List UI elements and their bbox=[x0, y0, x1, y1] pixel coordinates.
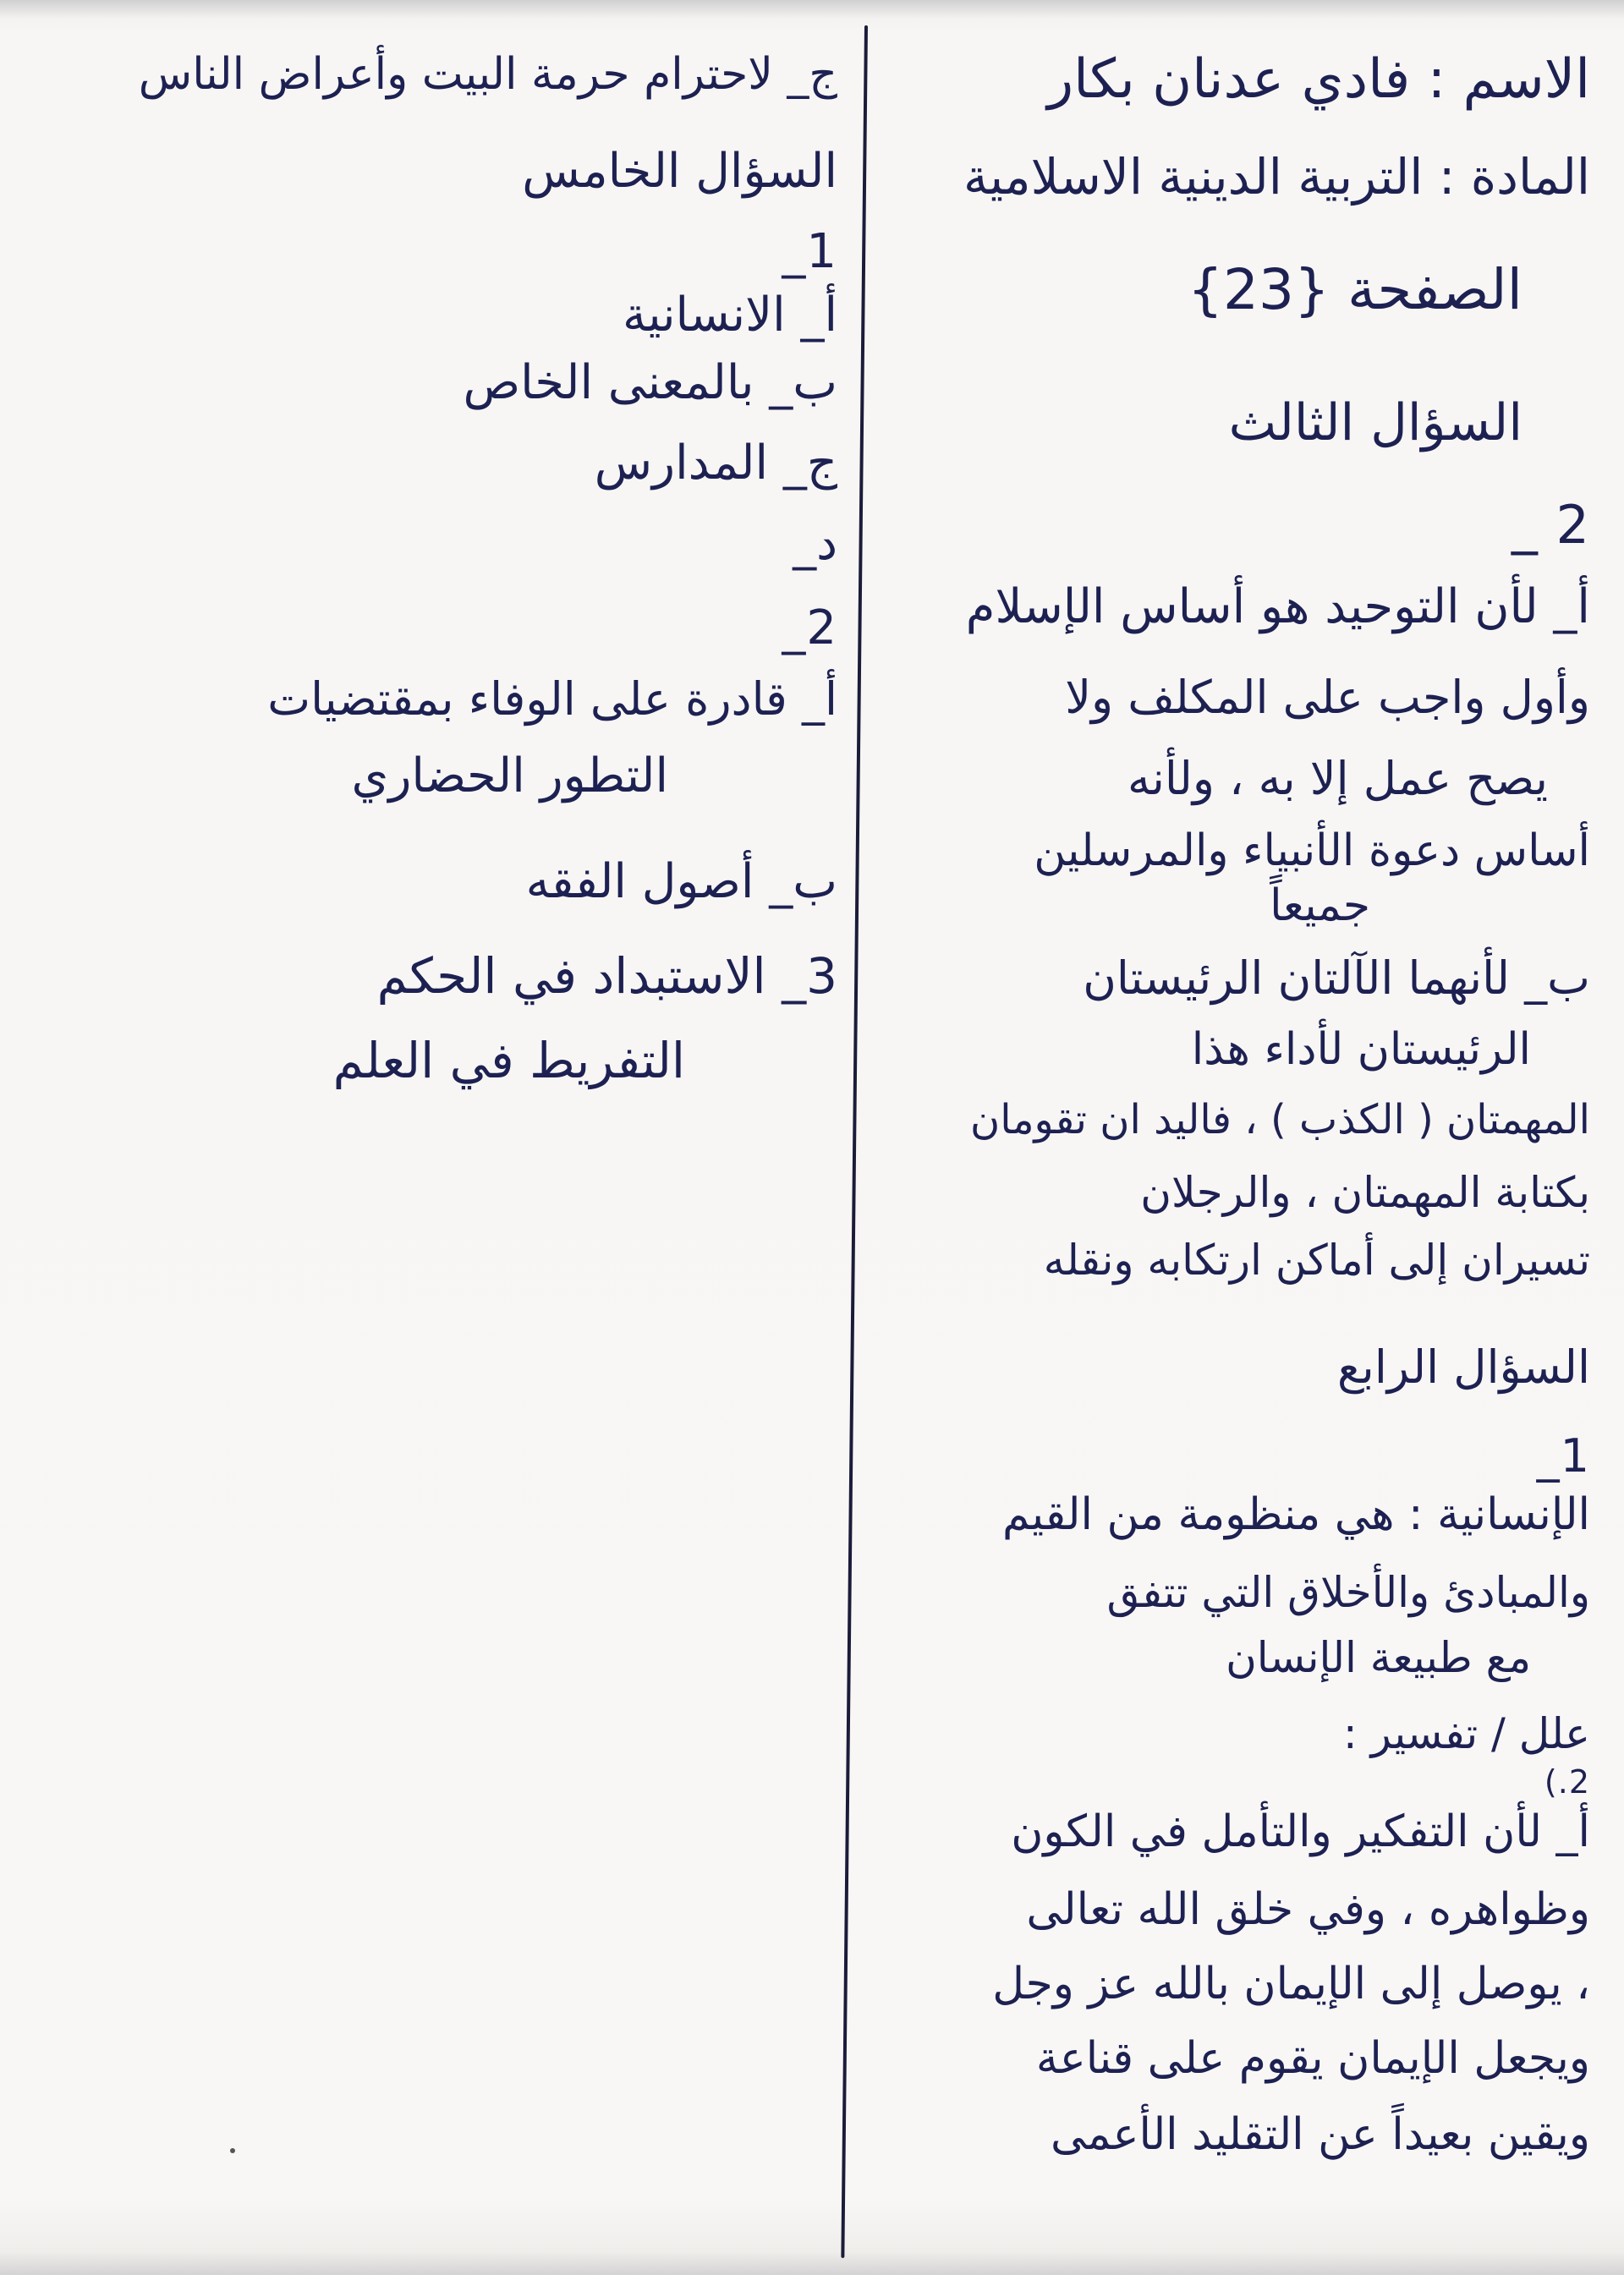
q3-answer-a-line-1: أ_ لأن التوحيد هو أساس الإسلام bbox=[965, 579, 1590, 634]
right-column bbox=[880, 0, 1624, 2275]
q4-line-4: علل / تفسير : bbox=[1342, 1709, 1590, 1758]
student-name-line: الاسم : فادي عدنان بكار bbox=[1047, 48, 1590, 111]
q5-number-1: 1_ bbox=[782, 224, 837, 279]
q4-line-6: أ_ لأن التفكير والتأمل في الكون bbox=[1011, 1806, 1590, 1857]
page-number-line: الصفحة {23} bbox=[1187, 257, 1522, 322]
q5-answer-d: د_ bbox=[793, 516, 837, 571]
q4-line-1: الإنسانية : هي منظومة من القيم bbox=[1002, 1489, 1590, 1540]
q4-line-10: ويقين بعيداً عن التقليد الأعمى bbox=[1051, 2109, 1590, 2160]
q5-answer-b: ب_ بالمعنى الخاص bbox=[463, 355, 837, 410]
question-3-number: 2 _ bbox=[1511, 494, 1590, 556]
left-line-continuation: ج_ لاحترام حرمة البيت وأعراض الناس bbox=[138, 49, 837, 100]
q3-answer-b-line-4: بكتابة المهمتان ، والرجلان bbox=[1140, 1168, 1590, 1217]
q3-answer-b-line-3: المهمتان ( الكذب ) ، فاليد ان تقومان bbox=[969, 1096, 1590, 1143]
q3-answer-a-line-2: وأول واجب على المكلف ولا bbox=[1065, 671, 1590, 724]
q3-answer-b-line-2: الرئيستان لأداء هذا bbox=[1191, 1024, 1531, 1075]
q3-answer-a-line-5: جميعاً bbox=[1270, 880, 1370, 931]
question-3-title: السؤال الثالث bbox=[1228, 393, 1522, 452]
q4-line-3: مع طبيعة الإنسان bbox=[1226, 1633, 1531, 1682]
q5-3-line-2: التفريط في العلم bbox=[332, 1032, 685, 1089]
q4-line-7: وظواهره ، وفي خلق الله تعالى bbox=[1026, 1884, 1590, 1935]
q5-number-2: 2_ bbox=[782, 600, 837, 655]
q5-3-line-1: 3_ الاستبداد في الحكم bbox=[376, 947, 837, 1005]
q4-line-9: ويجعل الإيمان يقوم على قناعة bbox=[1035, 2033, 1590, 2084]
question-4-number: 1_ bbox=[1536, 1429, 1590, 1483]
q4-line-5: 2.) bbox=[1544, 1763, 1590, 1801]
q5-2-answer-a-line-2: التطور الحضاري bbox=[351, 748, 668, 803]
q4-line-8: ، يوصل إلى الإيمان بالله عز وجل bbox=[992, 1959, 1590, 2009]
q3-answer-b-line-5: تسيران إلى أماكن ارتكابه ونقله bbox=[1043, 1236, 1590, 1285]
scan-speck bbox=[230, 2148, 235, 2153]
q5-2-answer-b: ب_ أصول الفقه bbox=[525, 854, 837, 909]
q3-answer-b-line-1: ب_ لأنهما الآلتان الرئيستان bbox=[1083, 951, 1590, 1005]
q3-answer-a-line-3: يصح عمل إلا به ، ولأنه bbox=[1127, 752, 1548, 805]
subject-line: المادة : التربية الدينية الاسلامية bbox=[963, 148, 1590, 206]
q3-answer-a-line-4: أساس دعوة الأنبياء والمرسلين bbox=[1034, 825, 1590, 876]
question-4-title: السؤال الرابع bbox=[1337, 1340, 1590, 1394]
q5-2-answer-a-line-1: أ_ قادرة على الوفاء بمقتضيات bbox=[267, 672, 837, 726]
q5-answer-c: ج_ المدارس bbox=[594, 436, 837, 491]
question-5-title: السؤال الخامس bbox=[522, 144, 837, 199]
q4-line-2: والمبادئ والأخلاق التي تتفق bbox=[1106, 1568, 1590, 1617]
q5-answer-a: أ_ الانسانية bbox=[623, 288, 837, 343]
